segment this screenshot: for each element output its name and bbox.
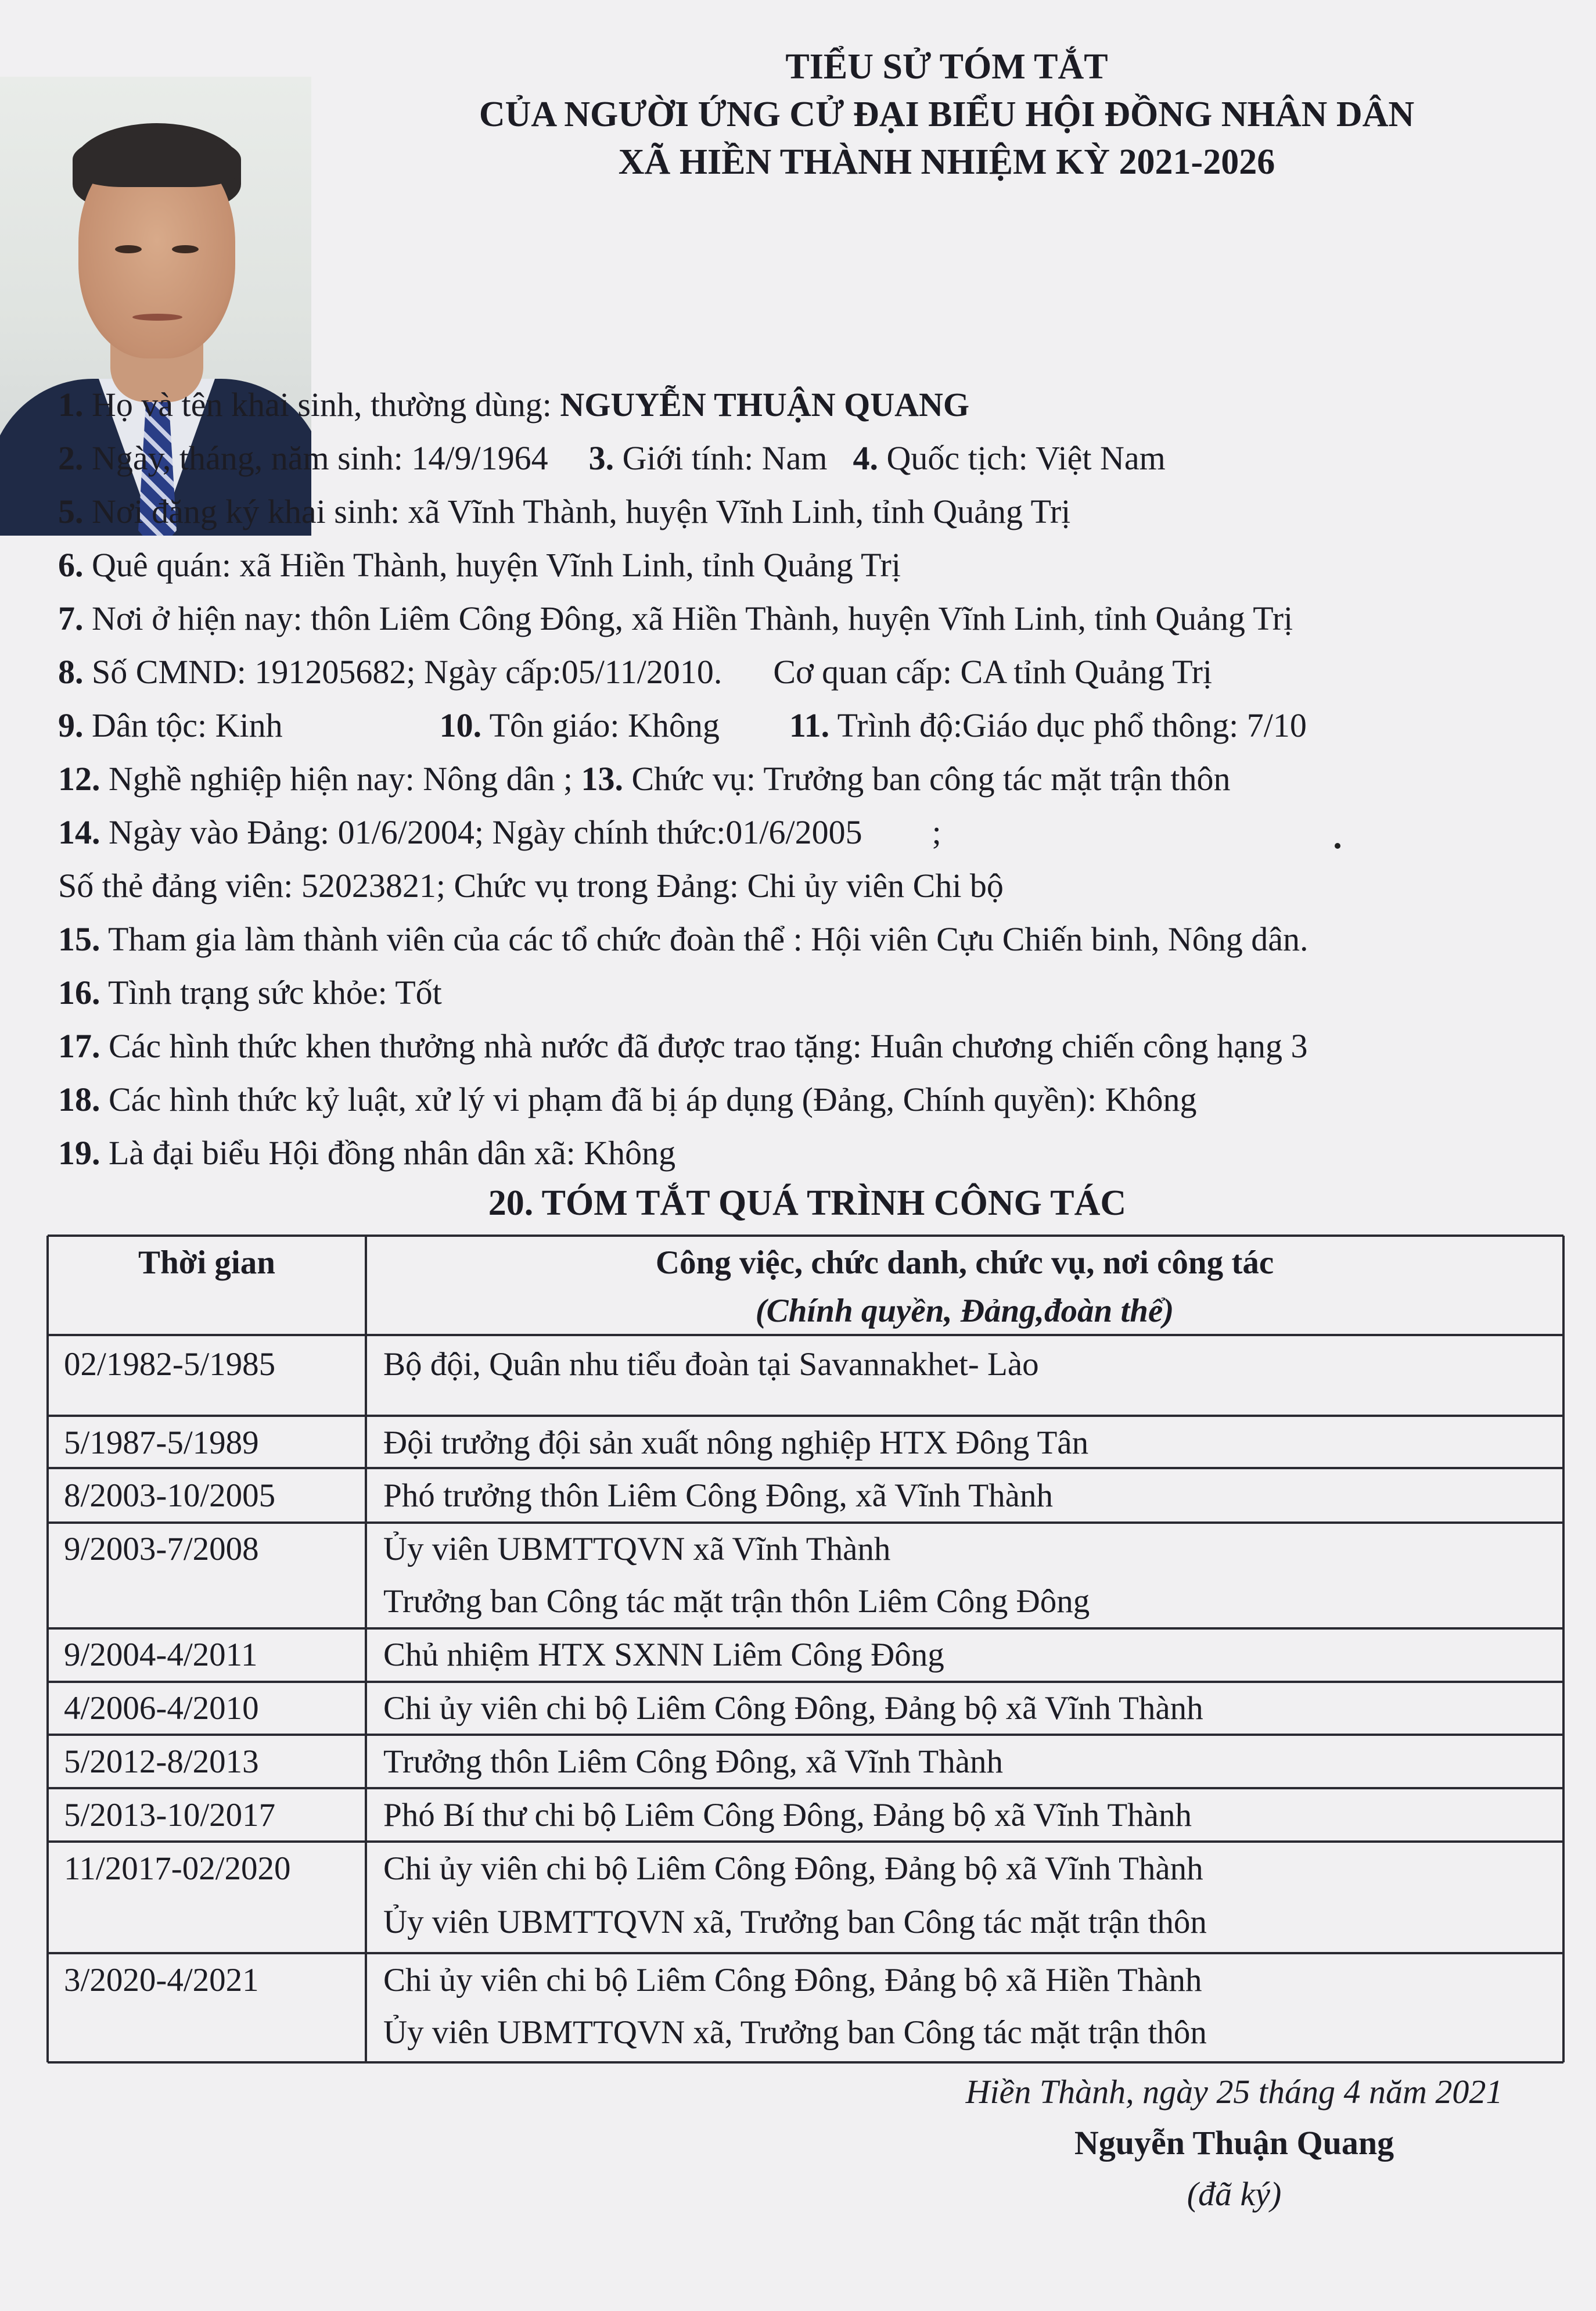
signature-place-date: Hiền Thành, ngày 25 tháng 4 năm 2021: [965, 2073, 1503, 2111]
table-row-time: 02/1982-5/1985: [64, 1346, 276, 1383]
table-row-time: 9/2004-4/2011: [64, 1637, 258, 1673]
table-row-work: Phó trưởng thôn Liêm Công Đông, xã Vĩnh Thành: [383, 1477, 1053, 1514]
table-row-work: Chi ủy viên chi bộ Liêm Công Đông, Đảng bộ xã Vĩnh Thành: [383, 1850, 1203, 1887]
field-17-awards: 17. Các hình thức khen thưởng nhà nước đã được trao tặng: Huân chương chiến công hạng 3: [58, 1027, 1308, 1065]
doc-title-line3: XÃ HIỀN THÀNH NHIỆM KỲ 2021-2026: [618, 142, 1275, 182]
table-row-work: Chi ủy viên chi bộ Liêm Công Đông, Đảng bộ xã Hiền Thành: [383, 1962, 1202, 1998]
table-row-work: Đội trưởng đội sản xuất nông nghiệp HTX Đông Tân: [383, 1424, 1089, 1461]
table-row-time: 5/2012-8/2013: [64, 1743, 259, 1780]
table-row-work: Chủ nhiệm HTX SXNN Liêm Công Đông: [383, 1637, 944, 1673]
table-row-work: Chi ủy viên chi bộ Liêm Công Đông, Đảng bộ xã Vĩnh Thành: [383, 1690, 1203, 1727]
table-row-time: 11/2017-02/2020: [64, 1850, 291, 1887]
field-14-party-dates: 14. Ngày vào Đảng: 01/6/2004; Ngày chính thức:01/6/2005 ;: [58, 813, 941, 851]
field-8-id-card: 8. Số CMND: 191205682; Ngày cấp:05/11/2010. Cơ quan cấp: CA tỉnh Quảng Trị: [58, 653, 1213, 691]
field-1-full-name: 1. Họ và tên khai sinh, thường dùng: NGUYỄN THUẬN QUANG: [58, 386, 970, 424]
field-19-council-member: 19. Là đại biểu Hội đồng nhân dân xã: Không: [58, 1134, 676, 1172]
field-12-13: 12. Nghề nghiệp hiện nay: Nông dân ; 13. Chức vụ: Trưởng ban công tác mặt trận thôn: [58, 760, 1231, 798]
field-6-hometown: 6. Quê quán: xã Hiền Thành, huyện Vĩnh Linh, tỉnh Quảng Trị: [58, 546, 901, 584]
field-15-organizations: 15. Tham gia làm thành viên của các tổ chức đoàn thể : Hội viên Cựu Chiến binh, Nông dân.: [58, 920, 1309, 958]
candidate-name: NGUYỄN THUẬN QUANG: [560, 386, 970, 424]
field-5-birth-registration: 5. Nơi đăng ký khai sinh: xã Vĩnh Thành, huyện Vĩnh Linh, tỉnh Quảng Trị: [58, 493, 1071, 530]
field-18-discipline: 18. Các hình thức kỷ luật, xử lý vi phạm đã bị áp dụng (Đảng, Chính quyền): Không: [58, 1081, 1197, 1118]
field-16-health: 16. Tình trạng sức khỏe: Tốt: [58, 974, 442, 1011]
table-header-time: Thời gian: [138, 1244, 275, 1281]
table-row-work: Trưởng thôn Liêm Công Đông, xã Vĩnh Thành: [383, 1743, 1003, 1780]
table-row-work-line2: Trưởng ban Công tác mặt trận thôn Liêm Công Đông: [383, 1583, 1090, 1620]
signature-note: (đã ký): [1187, 2175, 1282, 2213]
doc-title-line2: CỦA NGƯỜI ỨNG CỬ ĐẠI BIỂU HỘI ĐỒNG NHÂN DÂN: [479, 95, 1415, 134]
table-row-time: 5/1987-5/1989: [64, 1424, 259, 1461]
table-row-work: Ủy viên UBMTTQVN xã Vĩnh Thành: [383, 1531, 891, 1567]
table-row-work: Bộ đội, Quân nhu tiểu đoàn tại Savannakhet- Lào: [383, 1346, 1039, 1383]
table-header-work: Công việc, chức danh, chức vụ, nơi công tác: [655, 1244, 1274, 1281]
doc-title-line1: TIỂU SỬ TÓM TẮT: [785, 47, 1108, 87]
table-row-work: Phó Bí thư chi bộ Liêm Công Đông, Đảng bộ xã Vĩnh Thành: [383, 1797, 1192, 1833]
field-7-current-residence: 7. Nơi ở hiện nay: thôn Liêm Công Đông, xã Hiền Thành, huyện Vĩnh Linh, tỉnh Quảng Trị: [58, 600, 1293, 637]
table-row-time: 5/2013-10/2017: [64, 1797, 276, 1833]
table-row-work-line2: Ủy viên UBMTTQVN xã, Trưởng ban Công tác mặt trận thôn: [383, 1904, 1207, 1940]
party-card-info: Số thẻ đảng viên: 52023821; Chức vụ trong Đảng: Chi ủy viên Chi bộ: [58, 867, 1004, 905]
table-row-time: 3/2020-4/2021: [64, 1962, 259, 1998]
field-2-4: 2. Ngày, tháng, năm sinh: 14/9/1964 3. Giới tính: Nam 4. Quốc tịch: Việt Nam: [58, 439, 1166, 477]
table-row-time: 9/2003-7/2008: [64, 1531, 259, 1567]
section-20-heading: 20. TÓM TẮT QUÁ TRÌNH CÔNG TÁC: [488, 1183, 1127, 1223]
table-row-work-line2: Ủy viên UBMTTQVN xã, Trưởng ban Công tác mặt trận thôn: [383, 2014, 1207, 2051]
signature-name: Nguyễn Thuận Quang: [1074, 2124, 1394, 2162]
table-header-work-sub: (Chính quyền, Đảng,đoàn thể): [755, 1293, 1174, 1329]
table-row-time: 8/2003-10/2005: [64, 1477, 276, 1514]
table-row-time: 4/2006-4/2010: [64, 1690, 259, 1727]
field-9-11: 9. Dân tộc: Kinh 10. Tôn giáo: Không 11. Trình độ:Giáo dục phổ thông: 7/10: [58, 706, 1307, 744]
